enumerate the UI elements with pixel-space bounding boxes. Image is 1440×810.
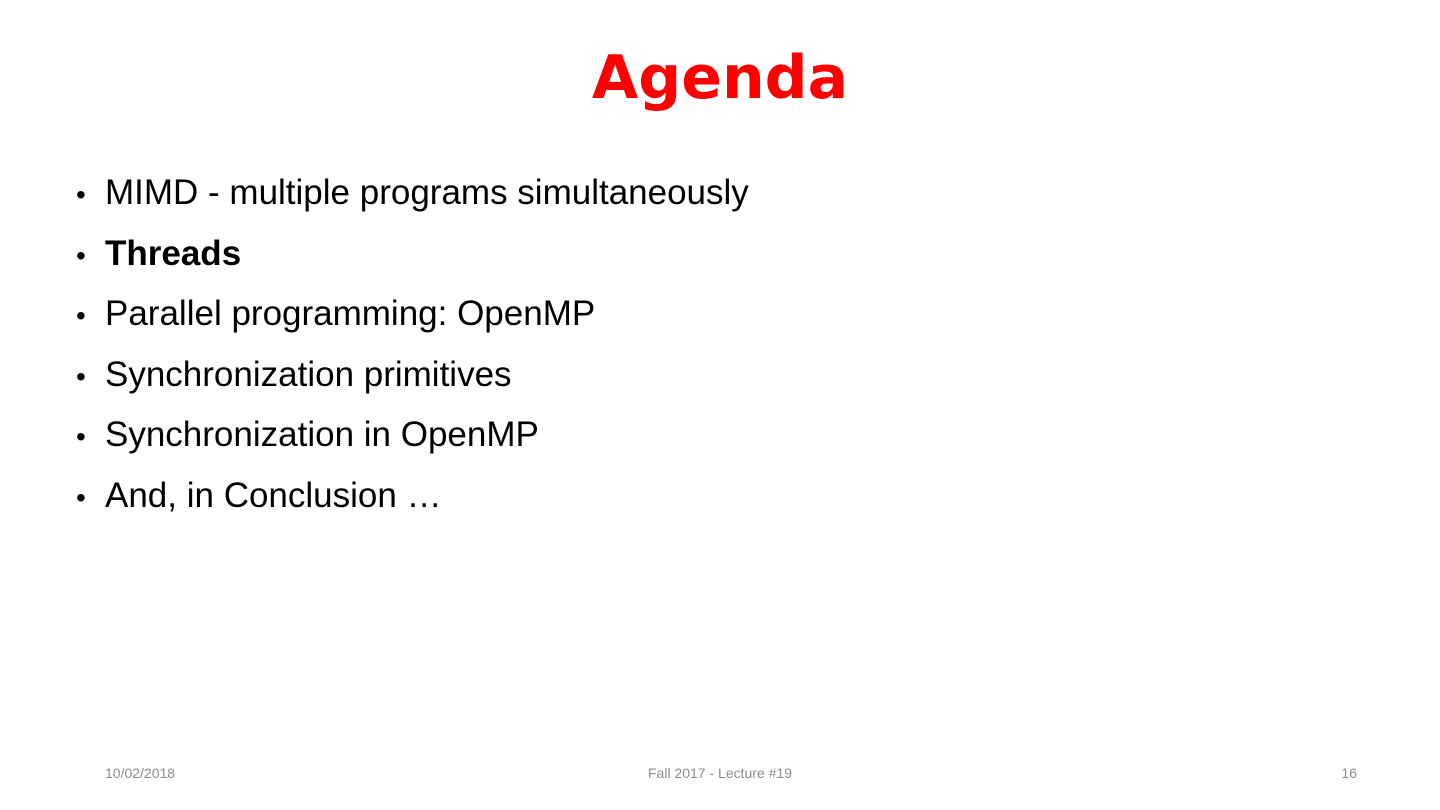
list-item [76, 226, 749, 287]
bullet-text: Parallel programming: OpenMP [105, 294, 596, 333]
slide-title: Agenda [591, 43, 849, 113]
list-item [76, 165, 749, 226]
footer-date: 10/02/2018 [105, 765, 176, 781]
footer-page-number: 16 [1341, 765, 1357, 781]
bullet-text: Synchronization in OpenMP [105, 415, 539, 454]
bullet-text: Synchronization primitives [105, 354, 512, 394]
bullet-icon: • [76, 239, 86, 271]
footer-lecture-label: Fall 2017 - Lecture #19 [648, 765, 792, 781]
bullet-text: And, in Conclusion … [105, 475, 442, 515]
list-item [76, 286, 749, 347]
bullet-list [76, 165, 749, 528]
bullet-icon: • [76, 360, 86, 392]
bullet-icon: • [76, 481, 86, 513]
bullet-icon: • [76, 300, 86, 331]
bullet-icon: • [76, 179, 86, 210]
list-item [76, 407, 749, 468]
bullet-icon: • [76, 421, 86, 452]
list-item [76, 468, 749, 529]
bullet-text: MIMD - multiple programs simultaneously [105, 173, 749, 212]
list-item [76, 347, 749, 408]
bullet-text: Threads [105, 233, 242, 273]
